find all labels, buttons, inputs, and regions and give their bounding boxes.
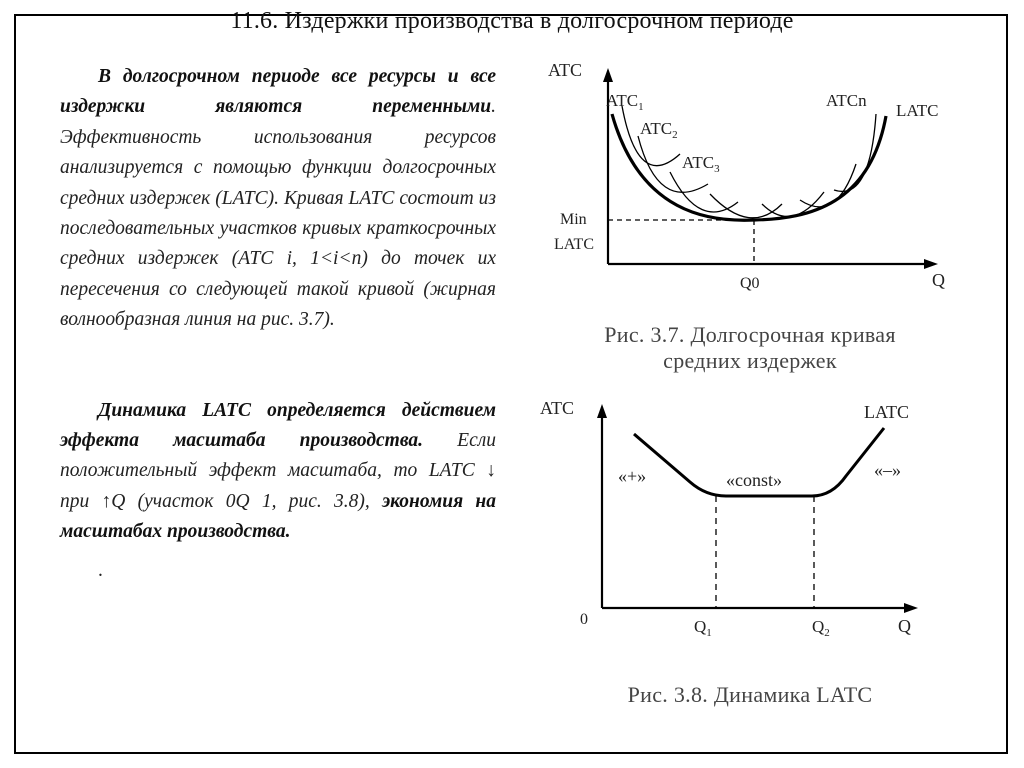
figure-3-8-latc-dynamics: [530, 386, 970, 646]
paragraph1-period: .: [491, 96, 496, 118]
figure-3-7-caption: [530, 322, 970, 374]
fig1-x-tick-q0: Q0: [740, 275, 760, 292]
fig1-y-axis-label: ATC: [548, 60, 583, 80]
paragraph2-body: Если положительный эффект масштаба, то LATC ↓ при ↑Q (участок 0Q 1, рис. 3.8),: [60, 430, 496, 512]
fig1-atc1-label: $ATC_1$: [606, 91, 644, 113]
figure-3-8-caption: Рис. 3.8. Динамика LATC: [627, 682, 873, 707]
paragraph1-bold-lead: В долгосрочном периоде все ресурсы и все издержки являются переменными: [60, 66, 496, 118]
fig1-atcn-curve: [834, 114, 876, 191]
fig2-x-axis-arrow: [904, 603, 918, 613]
paragraph2-bold-end: экономия на масштабах производства.: [60, 490, 496, 543]
figure-3-7-caption-line2: средних издержек: [663, 348, 837, 373]
fig1-y-axis-arrow: [603, 68, 613, 82]
fig1-atc3-label: $ATC_3$: [682, 153, 720, 175]
fig2-y-axis-label: ATC: [540, 398, 575, 418]
figures-column: [530, 44, 970, 734]
paragraph1-body: Эффективность использования ресурсов анализируется с помощью функции долгосрочных средних издержек (LATC). Кривая LATC состоит из последовательных участков кривых краткосрочных средних издержек (ATC i, 1<i<n) до точек их пересечения со следующей такой кривой (жирная волнообразная линия на рис. 3.7).: [60, 126, 496, 331]
fig2-segment-plus-label: «+»: [618, 466, 647, 486]
fig2-segment-minus-label: «–»: [874, 460, 901, 480]
fig1-min-label: Min: [560, 211, 587, 228]
fig2-segment-const-label: «const»: [726, 470, 782, 490]
trailing-dot: .: [98, 559, 103, 581]
figure-3-7-long-run-cost-curve: [530, 44, 970, 314]
fig1-latc-label: LATC: [896, 101, 939, 120]
fig1-atc4-curve: [710, 194, 782, 218]
slide-title: 11.6. Издержки производства в долгосрочном периоде: [230, 8, 794, 34]
fig2-origin-label: 0: [580, 611, 588, 628]
paragraph-latc-dynamics: [60, 396, 496, 548]
fig1-atc6-curve: [800, 164, 856, 207]
fig2-q2-label: $Q_2$: [812, 617, 830, 639]
fig1-atcn-label: ATCn: [826, 91, 867, 110]
fig2-latc-label: LATC: [864, 402, 909, 422]
paragraph-long-run-costs: [60, 62, 496, 336]
body-text-column: [60, 62, 496, 586]
fig2-q1-label: $Q_1$: [694, 617, 712, 639]
fig1-atc2-label: $ATC_2$: [640, 119, 678, 141]
fig1-min-latc-label: LATC: [554, 236, 594, 253]
fig2-x-axis-label: Q: [898, 616, 911, 636]
figure-3-7-caption-line1: Рис. 3.7. Долгосрочная кривая: [604, 322, 896, 347]
fig2-y-axis-arrow: [597, 404, 607, 418]
paragraph2-bold-lead: Динамика LATC определяется действием эффекта масштаба производства.: [60, 399, 496, 452]
fig1-x-axis-arrow: [924, 259, 938, 269]
fig1-x-axis-label: Q: [932, 270, 945, 290]
